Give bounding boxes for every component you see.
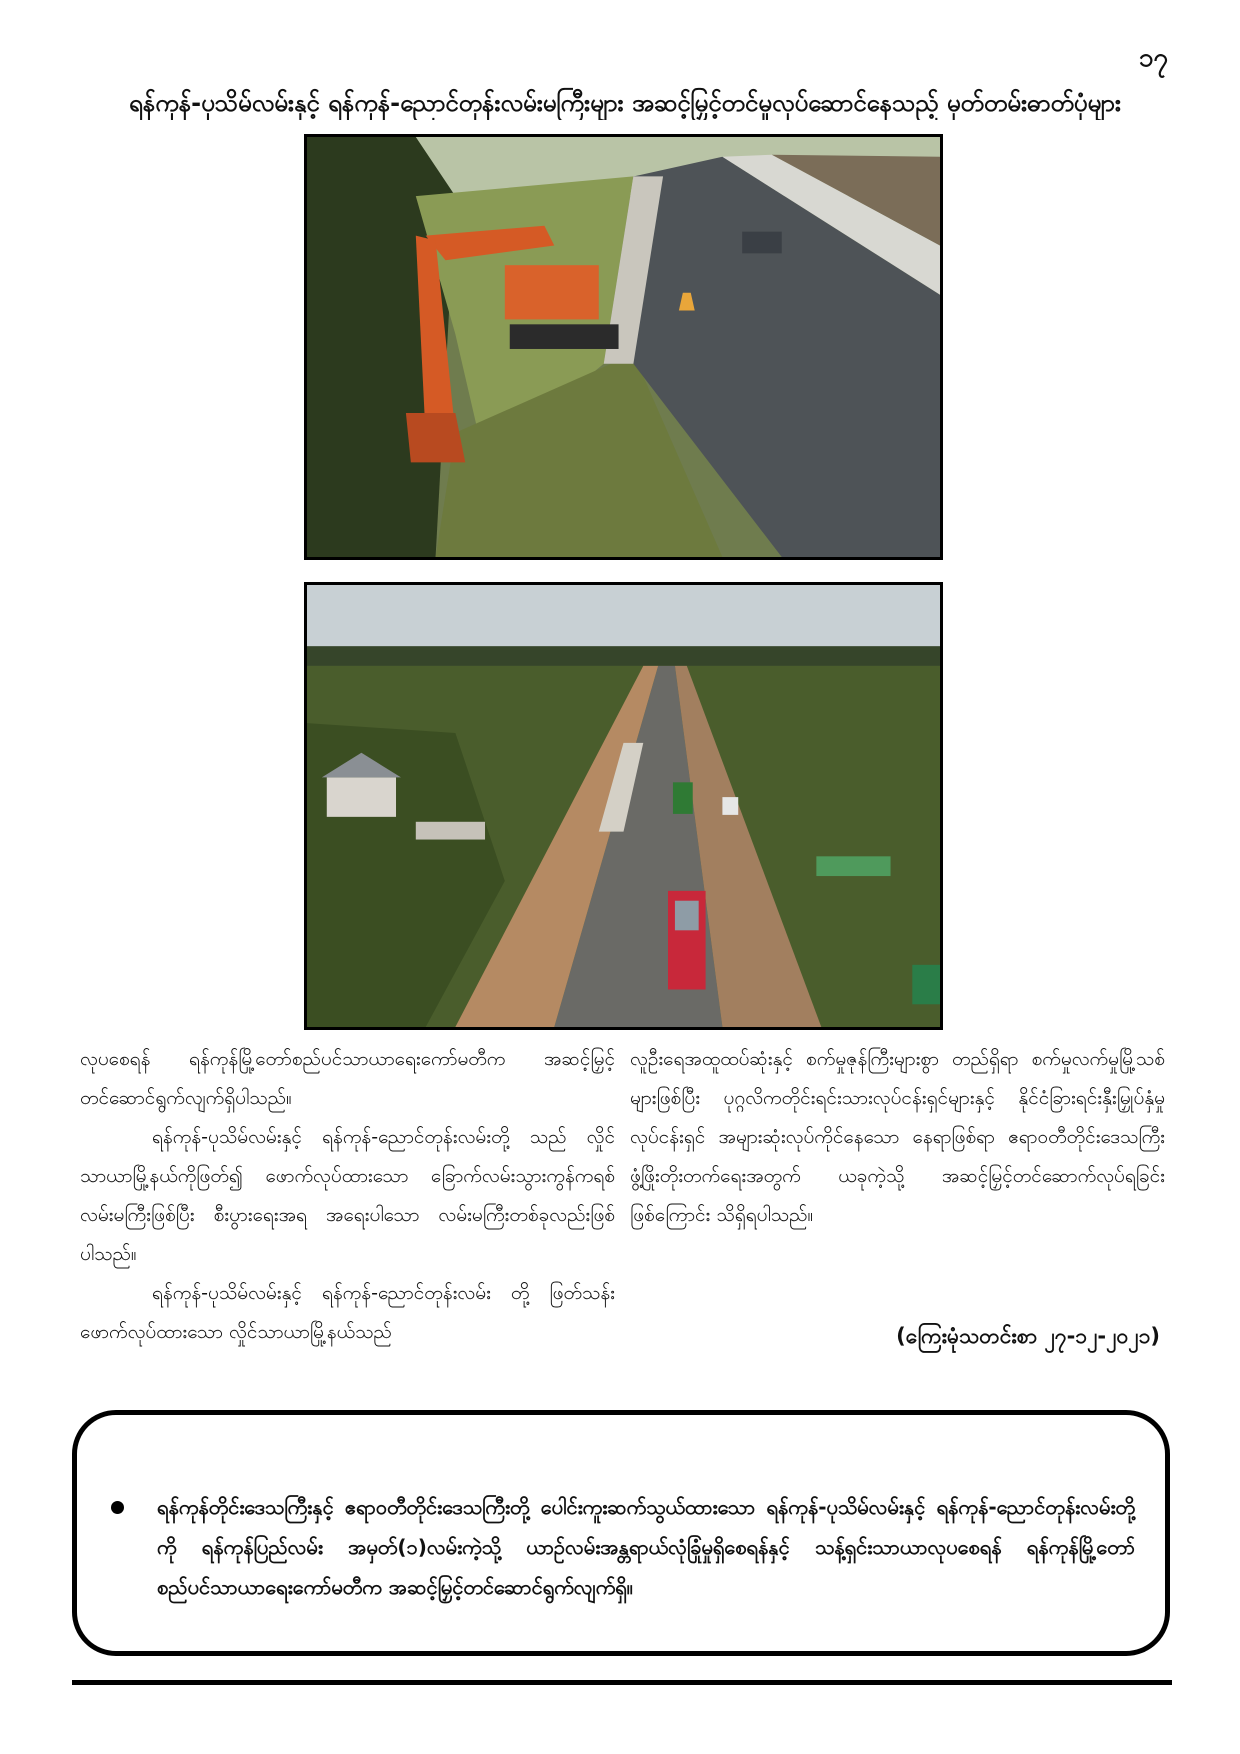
summary-box xyxy=(72,1410,1170,1656)
footer-divider xyxy=(72,1680,1172,1685)
aerial-road-image xyxy=(307,585,940,1027)
page-heading: ရန်ကုန်-ပုသိမ်လမ်းနှင့် ရန်ကုန်-ညောင်တုန်းလမ်းမကြီးများ အဆင့်မြှင့်တင်မှုလုပ်ဆောင်နေသည့် မှတ်တမ်းဓာတ်ပုံများ xyxy=(129,89,1121,117)
article-source: (ကြေးမုံသတင်းစာ ၂၇-၁၂-၂၀၂၁) xyxy=(896,1324,1160,1348)
page-number: ၁၇ xyxy=(1138,43,1168,73)
photo-aerial-road-construction xyxy=(304,582,943,1030)
article-paragraph: ရန်ကုန်-ပုသိမ်လမ်းနှင့် ရန်ကုန်-ညောင်တုန်းလမ်းတို့ သည် လှိုင်သာယာမြို့နယ်ကိုဖြတ်၍ ဖောက်လုပ်ထားသော ခြောက်လမ်းသွားကွန်ကရစ်လမ်းမကြီးဖြစ်ပြီး စီးပွားရေးအရ အရေးပါသော လမ်းမကြီးတစ်ခုလည်းဖြစ်ပါသည်။ xyxy=(80,1126,615,1265)
article-paragraph: လုပစေရန် ရန်ကုန်မြို့တော်စည်ပင်သာယာရေးကော်မတီက အဆင့်မြှင့်တင်ဆောင်ရွက်လျက်ရှိပါသည်။ xyxy=(80,1048,615,1109)
article-paragraph: လူဦးရေအထူထပ်ဆုံးနှင့် စက်မှုဇုန်ကြီးများစွာ တည်ရှိရာ စက်မှုလက်မှုမြို့သစ်များဖြစ်ပြီး ပုဂ္ဂလိကတိုင်းရင်းသားလုပ်ငန်းရှင်များနှင့် နိုင်ငံခြားရင်းနှီးမြှုပ်နှံမှုလုပ်ငန်းရှင် အများဆုံးလုပ်ကိုင်နေသော နေရာဖြစ်ရာ ဧရာဝတီတိုင်းဒေသကြီး ဖွံ့ဖြိုးတိုးတက်ရေးအတွက် ယခုကဲ့သို့ အဆင့်မြှင့်တင်ဆောက်လုပ်ရခြင်းဖြစ်ကြောင်း သိရှိရပါသည်။ xyxy=(630,1048,1165,1226)
article-paragraph: ရန်ကုန်-ပုသိမ်လမ်းနှင့် ရန်ကုန်-ညောင်တုန်းလမ်း တို့ ဖြတ်သန်းဖောက်လုပ်ထားသော လှိုင်သာယာမြို့နယ်သည် xyxy=(80,1282,615,1343)
bullet-icon xyxy=(111,1501,124,1514)
article-right-column xyxy=(630,1040,1165,1235)
excavator-road-image xyxy=(307,137,940,557)
article-left-column xyxy=(80,1040,615,1352)
summary-text: ရန်ကုန်တိုင်းဒေသကြီးနှင့် ဧရာဝတီတိုင်းဒေသကြီးတို့ ပေါင်းကူးဆက်သွယ်ထားသော ရန်ကုန်-ပုသိမ်လမ်းနှင့် ရန်ကုန်-ညောင်တုန်းလမ်းတို့ကို ရန်ကုန်ပြည်လမ်း အမှတ်(၁)လမ်းကဲ့သို့ ယာဉ်လမ်းအန္တရာယ်လုံခြုံမှုရှိစေရန်နှင့် သန့်ရှင်းသာယာလုပစေရန် ရန်ကုန်မြို့တော်စည်ပင်သာယာရေးကော်မတီက အဆင့်မြှင့်တင်ဆောင်ရွက်လျက်ရှိ။ xyxy=(157,1495,1135,1599)
summary-bullet-item xyxy=(111,1487,1135,1607)
photo-excavator-roadside xyxy=(304,134,943,560)
